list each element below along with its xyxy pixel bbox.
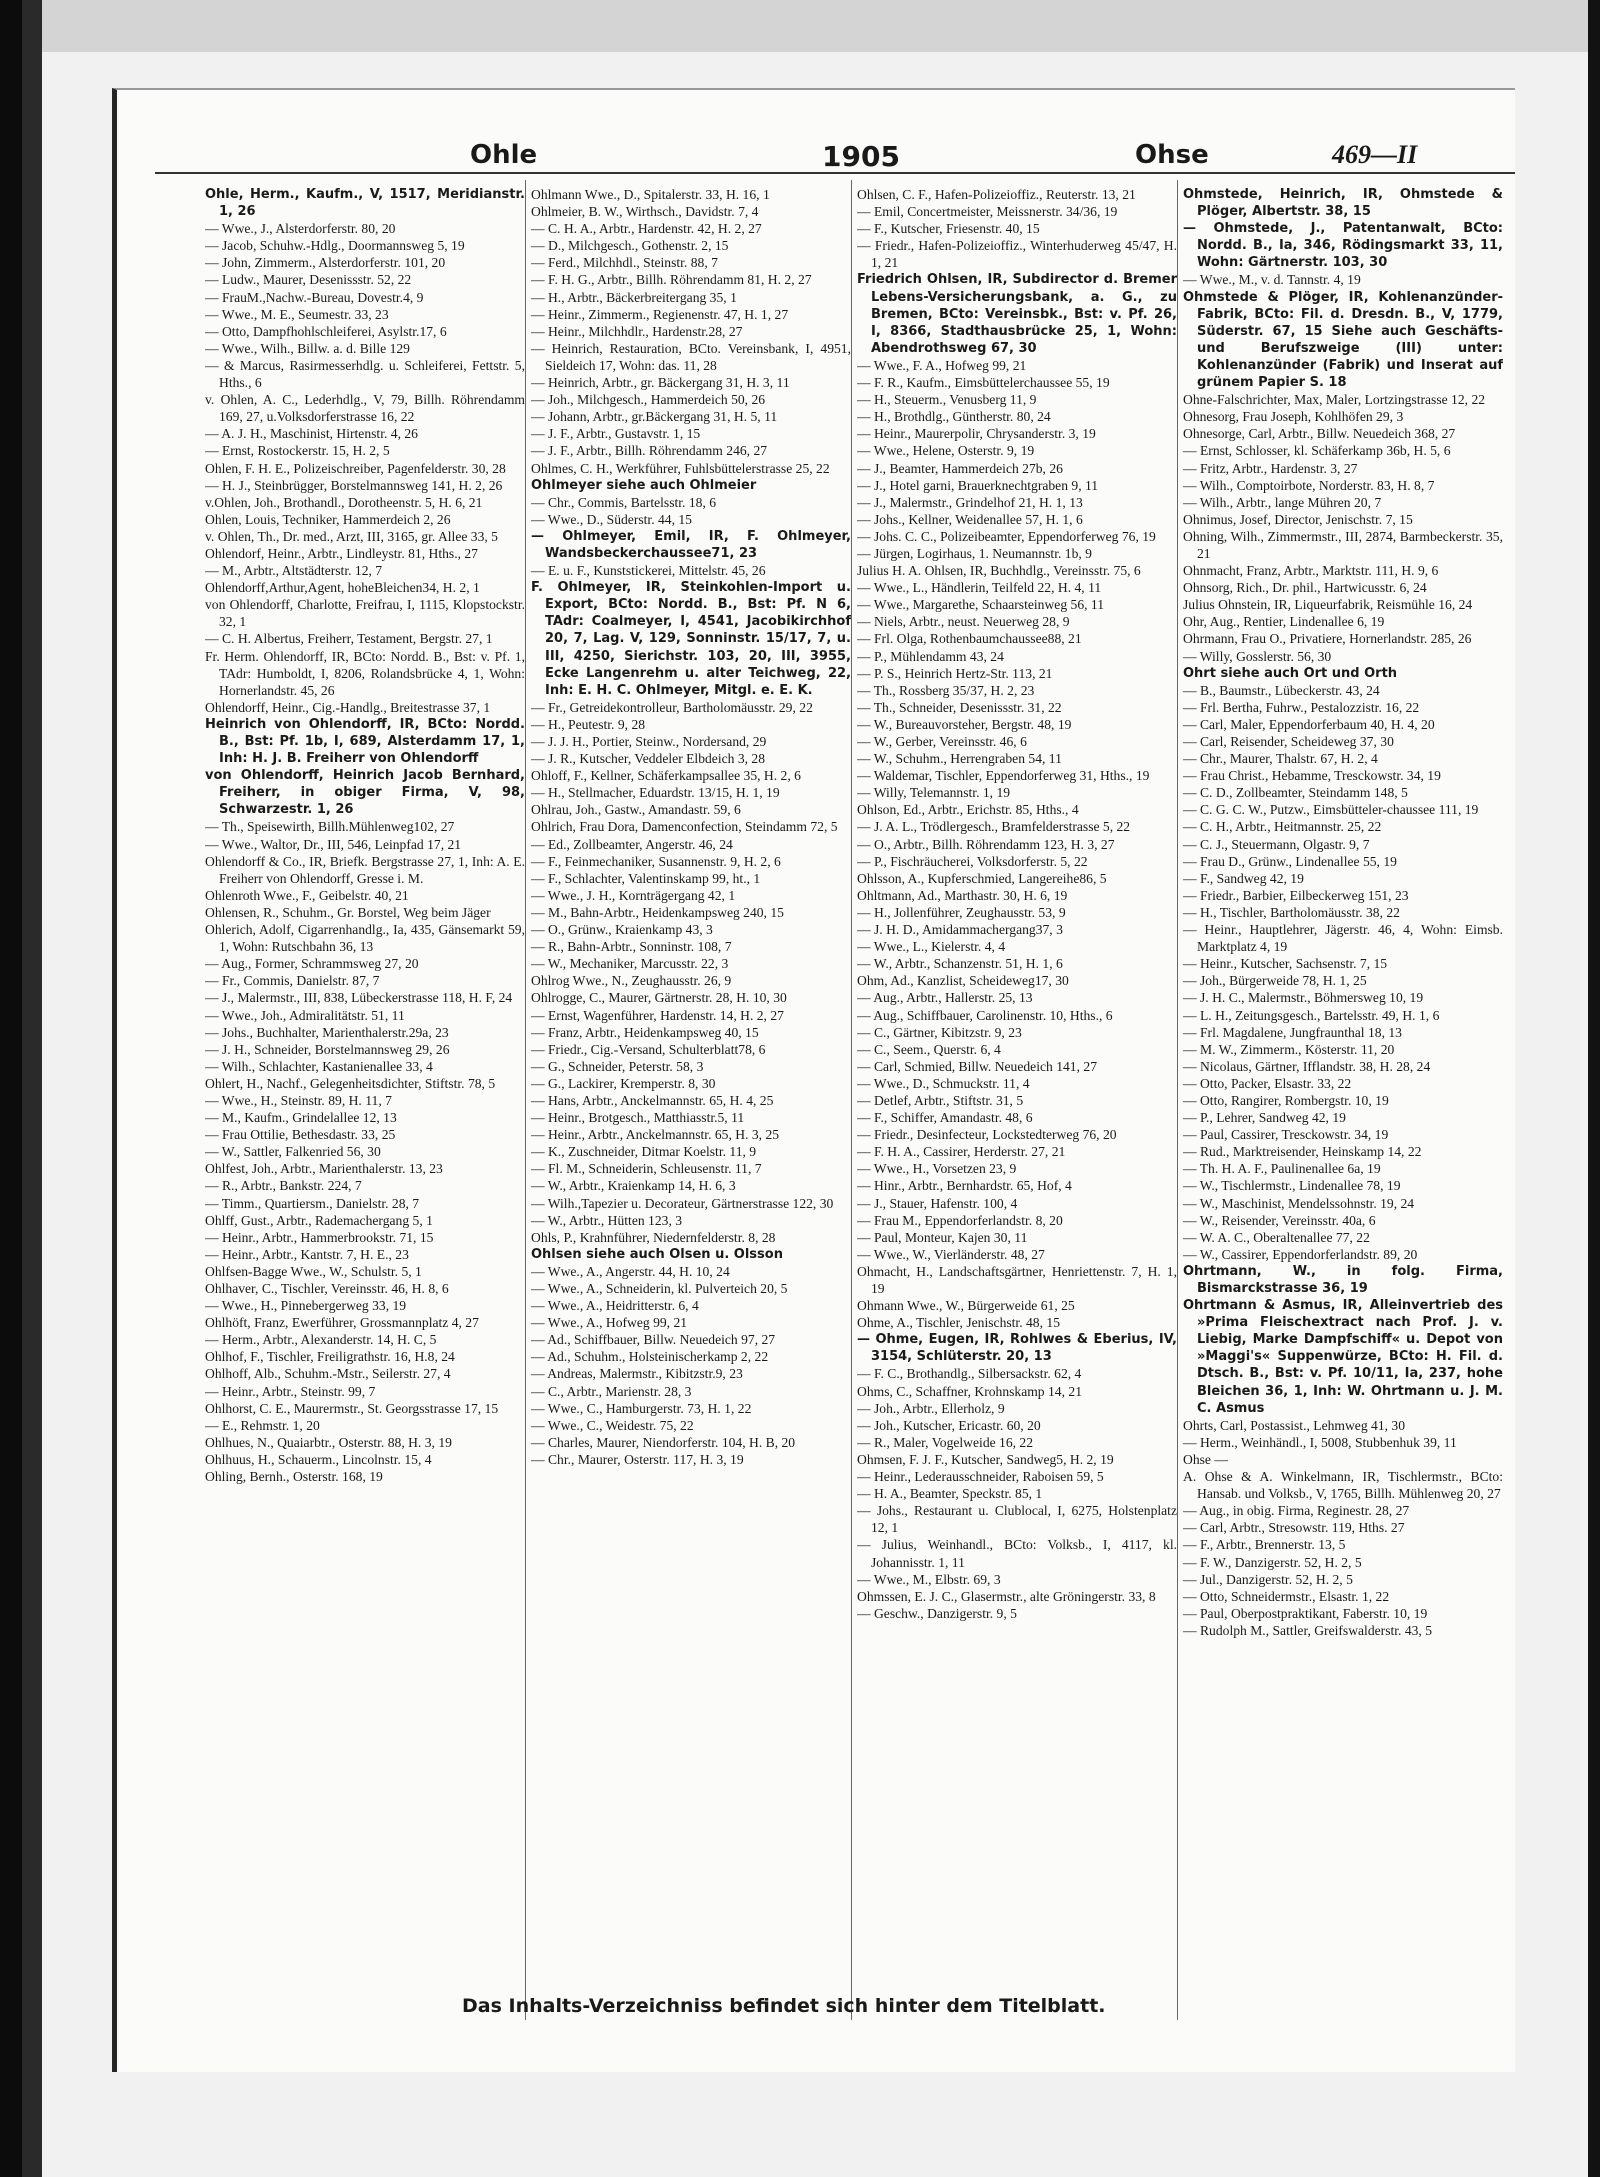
directory-entry: — Ernst, Rostockerstr. 15, H. 2, 5 <box>205 443 390 459</box>
directory-entry: Ohlhöft, Franz, Ewerführer, Grossmannplatz 4, 27 <box>205 1315 479 1331</box>
directory-entry: — W. A. C., Oberaltenallee 77, 22 <box>1183 1229 1370 1245</box>
directory-entry: — Ad., Schiffbauer, Billw. Neuedeich 97, 27 <box>531 1332 776 1348</box>
directory-entry: — P., Mühlendamm 43, 24 <box>857 648 1004 664</box>
directory-entry: Ohning, Wilh., Zimmermstr., III, 2874, Barmbeckerstr. 35, 21 <box>1183 528 1503 561</box>
directory-entry: Ohrts, Carl, Postassist., Lehmweg 41, 30 <box>1183 1417 1406 1433</box>
directory-entry: Ohlendorff,Arthur,Agent, hoheBleichen34, H. 2, 1 <box>205 580 480 596</box>
directory-entry: — Aug., Schiffbauer, Carolinenstr. 10, Hths., 6 <box>857 1007 1113 1023</box>
directory-entry: Fr. Herm. Ohlendorff, IR, BCto: Nordd. B., Bst: v. Pf. 1, TAdr: Humboldt, I, 8206, Rolandsbrücke 4, 1, Wohn: Hornerlandstr. 45, 26 <box>205 648 525 698</box>
directory-entry: — Wwe., A., Hofweg 99, 21 <box>531 1315 688 1331</box>
directory-entry: — Wilh.,Tapezier u. Decorateur, Gärtnerstrasse 122, 30 <box>531 1195 834 1211</box>
directory-entry: Ohmstede & Plöger, IR, Kohlenanzünder-Fabrik, BCto: Fil. d. Dresdn. B., V, 1779, Süderstr. 67, 15 Siehe auch Geschäfts- und Berufszweige (III) unter: Kohlenanzünder (Fabrik) und Inserat auf grünem Papier S. 18 <box>1183 289 1503 391</box>
directory-entry: — C. H. A., Arbtr., Hardenstr. 42, H. 2, 27 <box>531 221 762 237</box>
directory-entry: — Jul., Danzigerstr. 52, H. 2, 5 <box>1183 1571 1353 1587</box>
directory-entry: — Ohme, Eugen, IR, Rohlwes & Eberius, IV, 3154, Schlüterstr. 20, 13 <box>857 1332 1177 1365</box>
directory-entry: — Jacob, Schuhw.-Hdlg., Doormannsweg 5, 19 <box>205 238 465 254</box>
directory-entry: — Wwe., Margarethe, Schaarsteinweg 56, 11 <box>857 597 1105 613</box>
directory-entry: — Friedr., Hafen-Polizeioffiz., Winterhuderweg 45/47, H. 1, 21 <box>857 238 1177 271</box>
directory-entry: Ohlhoff, Alb., Schuhm.-Mstr., Seilerstr. 27, 4 <box>205 1366 451 1382</box>
directory-entry: Ohlmeyer siehe auch Ohlmeier <box>531 477 757 493</box>
directory-entry: — H. A., Beamter, Speckstr. 85, 1 <box>857 1486 1043 1502</box>
directory-entry: — F. H. G., Arbtr., Billh. Röhrendamm 81, H. 2, 27 <box>531 272 812 288</box>
directory-entry: — Heinr., Arbtr., Hammerbrookstr. 71, 15 <box>205 1229 434 1245</box>
directory-entry: — W., Mechaniker, Marcusstr. 22, 3 <box>531 956 729 972</box>
directory-entry: — Johs., Restaurant u. Clublocal, I, 6275, Holstenplatz 12, 1 <box>857 1503 1177 1536</box>
directory-entry: — Heinr., Lederausschneider, Raboisen 59, 5 <box>857 1469 1104 1485</box>
directory-entry: — P., Lehrer, Sandweg 42, 19 <box>1183 1110 1346 1126</box>
directory-entry: — Rud., Marktreisender, Heinskamp 14, 22 <box>1183 1144 1422 1160</box>
directory-entry: — C., Seem., Querstr. 6, 4 <box>857 1041 1001 1057</box>
directory-entry: — Ernst, Wagenführer, Hardenstr. 14, H. 2, 27 <box>531 1007 784 1023</box>
directory-entry: Ohmann Wwe., W., Bürgerweide 61, 25 <box>857 1298 1075 1314</box>
directory-entry: Ohlfsen-Bagge Wwe., W., Schulstr. 5, 1 <box>205 1263 422 1279</box>
directory-entry: — Willy, Telemannstr. 1, 19 <box>857 785 1011 801</box>
directory-entry: — Rudolph M., Sattler, Greifswalderstr. 43, 5 <box>1183 1622 1433 1638</box>
directory-entry: — Chr., Maurer, Thalstr. 67, H. 2, 4 <box>1183 751 1378 767</box>
directory-entry: — J. H., Schneider, Borstelmannsweg 29, 26 <box>205 1041 450 1057</box>
directory-entry: Ohr, Aug., Rentier, Lindenallee 6, 19 <box>1183 614 1385 630</box>
directory-entry: — H., Peutestr. 9, 28 <box>531 716 646 732</box>
directory-entry: Ohlendorff & Co., IR, Briefk. Bergstrasse 27, 1, Inh: A. E. Freiherr von Ohlendorff, Gresse i. M. <box>205 853 525 886</box>
directory-entry: Julius Ohnstein, IR, Liqueurfabrik, Reismühle 16, 24 <box>1183 597 1473 613</box>
directory-entry: Ohlmeier, B. W., Wirthsch., Davidstr. 7, 4 <box>531 204 759 220</box>
directory-entry: — R., Bahn-Arbtr., Sonninstr. 108, 7 <box>531 939 732 955</box>
directory-entry: Friedrich Ohlsen, IR, Subdirector d. Bremer Lebens-Versicherungsbank, a. G., zu Bremen, BCto: Vereinsbk., Bst: v. Pf. 26, I, 8366, Stadthausbrücke 25, 1, Wohn: Abendrothsweg 67, 30 <box>857 272 1177 356</box>
directory-entry: — E., Rehmstr. 1, 20 <box>205 1417 320 1433</box>
directory-entry: — J., Malermstr., III, 838, Lübeckerstrasse 118, H. F, 24 <box>205 990 513 1006</box>
directory-entry: — Wwe., F. A., Hofweg 99, 21 <box>857 357 1027 373</box>
directory-entry: — Heinr., Maurerpolir, Chrysanderstr. 3, 19 <box>857 426 1096 442</box>
directory-entry: — O., Grünw., Kraienkamp 43, 3 <box>531 922 713 938</box>
directory-entry: — Wwe., M., v. d. Tannstr. 4, 19 <box>1183 272 1361 288</box>
directory-entry: — Joh., Kutscher, Ericastr. 60, 20 <box>857 1417 1041 1433</box>
directory-entry: F. Ohlmeyer, IR, Steinkohlen-Import u. Export, BCto: Nordd. B., Bst: Pf. N 6, TAdr: Coalmeyer, I, 4541, Jacobikirchhof 20, 7, Lag. V, 129, Sonninstr. 15/17, 7, u. III, 4250, Sierichstr. 103, 20, III, 3955, Ecke Langenrehm u. alter Teichweg, 22, Inh: E. H. C. Ohlmeyer, Mitgl. e. E. K. <box>531 580 851 698</box>
directory-entry: — Jürgen, Logirhaus, 1. Neumannstr. 1b, 9 <box>857 545 1092 561</box>
directory-entry: — Wwe., A., Angerstr. 44, H. 10, 24 <box>531 1263 730 1279</box>
directory-entry: — Fritz, Arbtr., Hardenstr. 3, 27 <box>1183 460 1358 476</box>
directory-entry: Ohnimus, Josef, Director, Jenischstr. 7, 15 <box>1183 511 1413 527</box>
directory-entry: — Wwe., H., Vorsetzen 23, 9 <box>857 1161 1017 1177</box>
directory-entry: — F. W., Danzigerstr. 52, H. 2, 5 <box>1183 1554 1362 1570</box>
directory-entry: — W., Cassirer, Eppendorferlandstr. 89, 20 <box>1183 1246 1418 1262</box>
directory-entry: — Detlef, Arbtr., Stiftstr. 31, 5 <box>857 1092 1024 1108</box>
column-4 <box>1183 186 1503 1639</box>
directory-entry: — Th., Schneider, Desenissstr. 31, 22 <box>857 699 1062 715</box>
directory-entry: — H., Steuerm., Venusberg 11, 9 <box>857 392 1037 408</box>
directory-entry: von Ohlendorff, Charlotte, Freifrau, I, 1115, Klopstockstr. 32, 1 <box>205 597 525 630</box>
directory-entry: v.Ohlen, Joh., Brothandl., Dorotheenstr. 5, H. 6, 21 <box>205 494 483 510</box>
directory-entry: — Wwe., Joh., Admiralitätstr. 51, 11 <box>205 1007 405 1023</box>
directory-entry: — Hans, Arbtr., Anckelmannstr. 65, H. 4, 25 <box>531 1092 774 1108</box>
directory-entry: Ohnesorge, Carl, Arbtr., Billw. Neuedeich 368, 27 <box>1183 426 1456 442</box>
directory-entry: Ohlmann Wwe., D., Spitalerstr. 33, H. 16, 1 <box>531 187 770 202</box>
directory-entry: Ohlert, H., Nachf., Gelegenheitsdichter, Stiftstr. 78, 5 <box>205 1075 496 1091</box>
directory-entry: — Wwe., A., Schneiderin, kl. Pulverteich 20, 5 <box>531 1281 788 1296</box>
directory-entry: — Carl, Arbtr., Stresowstr. 119, Hths. 27 <box>1183 1520 1405 1536</box>
directory-entry: — W., Arbtr., Hütten 123, 3 <box>531 1212 683 1228</box>
directory-entry: — Wwe., J. H., Kornträgergang 42, 1 <box>531 887 736 903</box>
directory-entry: — L. H., Zeitungsgesch., Bartelsstr. 49, H. 1, 6 <box>1183 1007 1440 1023</box>
directory-entry: — Wwe., H., Pinnebergerweg 33, 19 <box>205 1298 407 1314</box>
directory-entry: Ohrt siehe auch Ort und Orth <box>1183 665 1398 681</box>
directory-entry: — W., Gerber, Vereinsstr. 46, 6 <box>857 734 1027 749</box>
directory-entry: — Chr., Commis, Bartelsstr. 18, 6 <box>531 494 717 510</box>
directory-entry: — Wwe., A., Heidritterstr. 6, 4 <box>531 1298 699 1314</box>
directory-entry: — Wwe., M. E., Seumestr. 33, 23 <box>205 306 389 322</box>
directory-entry: — Wwe., Waltor, Dr., III, 546, Leinpfad 17, 21 <box>205 836 462 852</box>
directory-entry: Ohlrog Wwe., N., Zeughausstr. 26, 9 <box>531 973 732 989</box>
directory-entry: Ohme, A., Tischler, Jenischstr. 48, 15 <box>857 1315 1060 1331</box>
directory-entry: — H., Stellmacher, Eduardstr. 13/15, H. 1, 19 <box>531 785 780 801</box>
column-divider <box>1177 180 1178 2020</box>
directory-entry: — Fr., Getreidekontrolleur, Bartholomäusstr. 29, 22 <box>531 699 813 715</box>
directory-entry: — Carl, Maler, Eppendorferbaum 40, H. 4, 20 <box>1183 716 1435 732</box>
directory-entry: — Aug., in obig. Firma, Reginestr. 28, 27 <box>1183 1503 1410 1519</box>
scan-margin <box>42 0 1588 52</box>
directory-entry: Ohlsen, C. F., Hafen-Polizeioffiz., Reuterstr. 13, 21 <box>857 187 1136 202</box>
directory-entry: — M., Arbtr., Altstädterstr. 12, 7 <box>205 563 383 579</box>
directory-entry: Ohnesorg, Frau Joseph, Kohlhöfen 29, 3 <box>1183 409 1404 425</box>
directory-entry: — J., Malermstr., Grindelhof 21, H. 1, 13 <box>857 494 1083 510</box>
directory-page <box>112 88 1515 2072</box>
directory-entry: Ohlerich, Adolf, Cigarrenhandlg., Ia, 435, Gänsemarkt 59, 1, Wohn: Rutschbahn 36, 13 <box>205 922 525 955</box>
directory-entry: — Wwe., D., Schmuckstr. 11, 4 <box>857 1075 1030 1091</box>
directory-entry: — A. J. H., Maschinist, Hirtenstr. 4, 26 <box>205 426 418 442</box>
directory-entry: — Hinr., Arbtr., Bernhardstr. 65, Hof, 4 <box>857 1178 1072 1194</box>
directory-entry: Ohling, Bernh., Osterstr. 168, 19 <box>205 1469 383 1485</box>
directory-entry: Ohlfest, Joh., Arbtr., Marienthalerstr. 13, 23 <box>205 1161 443 1177</box>
directory-entry: — Fl. M., Schneiderin, Schleusenstr. 11, 7 <box>531 1161 762 1177</box>
directory-entry: — Johann, Arbtr., gr.Bäckergang 31, H. 5, 11 <box>531 409 778 425</box>
directory-entry: — Julius, Weinhandl., BCto: Volksb., I, 4117, kl. Johannisstr. 1, 11 <box>857 1537 1177 1570</box>
directory-entry: — Wilh., Arbtr., lange Mühren 20, 7 <box>1183 494 1382 510</box>
directory-entry: — Paul, Cassirer, Tresckowstr. 34, 19 <box>1183 1127 1389 1143</box>
directory-entry: — Wwe., L., Kielerstr. 4, 4 <box>857 939 1006 955</box>
directory-entry: Ohne-Falschrichter, Max, Maler, Lortzingstrasse 12, 22 <box>1183 392 1486 408</box>
directory-entry: — Chr., Maurer, Osterstr. 117, H. 3, 19 <box>531 1451 744 1467</box>
directory-entry: Ohrtmann & Asmus, IR, Alleinvertrieb des »Prima Fleischextract nach Prof. J. v. Liebig, Marke Dampfschiff« u. Depot von »Maggi's« Suppenwürze, BCto: H. Fil. d. Dtsch. B., Bst: v. Pf. 10/11, Ia, 237, hohe Bleichen 36, 1, Inh: W. Ohrtmann u. J. M. C. Asmus <box>1183 1298 1503 1416</box>
directory-entry: — J. J. H., Portier, Steinw., Nordersand, 29 <box>531 734 767 749</box>
directory-entry: Ohlhaver, C., Tischler, Vereinsstr. 46, H. 8, 6 <box>205 1281 449 1296</box>
directory-entry: — Wilh., Schlachter, Kastanienallee 33, 4 <box>205 1058 433 1074</box>
directory-entry: — F., Arbtr., Brennerstr. 13, 5 <box>1183 1537 1346 1553</box>
directory-entry: Ohse — <box>1183 1451 1228 1467</box>
directory-entry: — F., Feinmechaniker, Susannenstr. 9, H. 2, 6 <box>531 853 781 869</box>
directory-entry: — H., Arbtr., Bäckerbreitergang 35, 1 <box>531 289 737 305</box>
column-divider <box>525 180 526 2020</box>
directory-entry: — G., Lackirer, Kremperstr. 8, 30 <box>531 1075 716 1091</box>
directory-entry: — Wwe., J., Alsterdorferstr. 80, 20 <box>205 221 396 237</box>
directory-entry: — Emil, Concertmeister, Meissnerstr. 34/36, 19 <box>857 204 1118 220</box>
directory-entry: — W., Arbtr., Kraienkamp 14, H. 6, 3 <box>531 1178 736 1194</box>
directory-entry: — Herm., Arbtr., Alexanderstr. 14, H. C, 5 <box>205 1332 437 1348</box>
directory-entry: Ohlmes, C. H., Werkführer, Fuhlsbüttelerstrasse 25, 22 <box>531 460 830 476</box>
directory-entry: — Frl. Magdalene, Jungfraunthal 18, 13 <box>1183 1024 1402 1040</box>
directory-entry: — Otto, Schneidermstr., Elsastr. 1, 22 <box>1183 1588 1390 1604</box>
directory-entry: — Ernst, Schlosser, kl. Schäferkamp 36b, H. 5, 6 <box>1183 443 1451 459</box>
column-3 <box>857 186 1177 1622</box>
directory-entry: — H., Jollenführer, Zeughausstr. 53, 9 <box>857 904 1066 920</box>
directory-entry: — Johs., Buchhalter, Marienthalerstr.29a, 23 <box>205 1024 449 1040</box>
column-2 <box>531 186 851 1468</box>
directory-entry: — Frau Ottilie, Bethesdastr. 33, 25 <box>205 1127 396 1143</box>
directory-entry: — C. G. C. W., Putzw., Eimsbütteler-chaussee 111, 19 <box>1183 802 1479 818</box>
directory-entry: Ohlrogge, C., Maurer, Gärtnerstr. 28, H. 10, 30 <box>531 990 787 1006</box>
directory-entry: — Friedr., Barbier, Eilbeckerweg 151, 23 <box>1183 887 1409 903</box>
directory-entry: Ohls, P., Krahnführer, Niedernfelderstr. 8, 28 <box>531 1229 776 1245</box>
directory-entry: Ohlenroth Wwe., F., Geibelstr. 40, 21 <box>205 887 409 903</box>
directory-entry: — Paul, Monteur, Kajen 30, 11 <box>857 1229 1028 1245</box>
directory-entry: — W., Sattler, Falkenried 56, 30 <box>205 1144 381 1160</box>
directory-entry: — Wwe., M., Elbstr. 69, 3 <box>857 1571 1001 1587</box>
directory-entry: Ohlhues, N., Quaiarbtr., Osterstr. 88, H. 3, 19 <box>205 1434 452 1450</box>
directory-entry: — John, Zimmerm., Alsterdorferstr. 101, 20 <box>205 255 446 271</box>
directory-entry: — J. F., Arbtr., Billh. Röhrendamm 246, 27 <box>531 443 768 459</box>
directory-entry: — J. A. L., Trödlergesch., Bramfelderstrasse 5, 22 <box>857 819 1131 835</box>
directory-entry: — Heinr., Hauptlehrer, Jägerstr. 46, 4, Wohn: Eimsb. Marktplatz 4, 19 <box>1183 922 1503 955</box>
directory-entry: — Ferd., Milchhdl., Steinstr. 88, 7 <box>531 255 718 271</box>
page-number: 469—II <box>1332 140 1418 169</box>
directory-entry: Ohms, C., Schaffner, Krohnskamp 14, 21 <box>857 1383 1082 1399</box>
directory-entry: Ohmacht, H., Landschaftsgärtner, Henriettenstr. 7, H. 1, 19 <box>857 1263 1177 1296</box>
directory-entry: — Heinrich, Arbtr., gr. Bäckergang 31, H. 3, 11 <box>531 375 790 391</box>
directory-entry: Ohlendorff, Heinr., Cig.-Handlg., Breitestrasse 37, 1 <box>205 699 491 715</box>
directory-entry: — C. H. Albertus, Freiherr, Testament, Bergstr. 27, 1 <box>205 631 493 647</box>
directory-entry: Ohlen, F. H. E., Polizeischreiber, Pagenfelderstr. 30, 28 <box>205 460 506 476</box>
directory-entry: Ohlff, Gust., Arbtr., Rademachergang 5, 1 <box>205 1212 433 1228</box>
directory-entry: — W., Arbtr., Schanzenstr. 51, H. 1, 6 <box>857 956 1063 972</box>
directory-entry: — H. J., Steinbrügger, Borstelmannsweg 141, H. 2, 26 <box>205 477 503 493</box>
directory-entry: — M., Kaufm., Grindelallee 12, 13 <box>205 1110 397 1126</box>
directory-entry: Ohlen, Louis, Techniker, Hammerdeich 2, 26 <box>205 511 451 527</box>
directory-entry: — Ed., Zollbeamter, Angerstr. 46, 24 <box>531 836 733 852</box>
directory-entry: — FrauM.,Nachw.-Bureau, Dovestr.4, 9 <box>205 289 424 305</box>
directory-entry: — Waldemar, Tischler, Eppendorferweg 31, Hths., 19 <box>857 768 1150 784</box>
directory-entry: — Frl. Olga, Rothenbaumchaussee88, 21 <box>857 631 1082 647</box>
directory-entry: Ohle, Herm., Kaufm., V, 1517, Meridianstr. 1, 26 <box>205 187 525 220</box>
directory-entry: — Frau D., Grünw., Lindenallee 55, 19 <box>1183 853 1397 869</box>
header-left-word: Ohle <box>470 140 538 170</box>
directory-entry: A. Ohse & A. Winkelmann, IR, Tischlermstr., BCto: Hansab. und Volksb., V, 1765, Billh. Mühlenweg 20, 27 <box>1183 1469 1503 1502</box>
directory-entry: — C. H., Arbtr., Heitmannstr. 25, 22 <box>1183 819 1382 835</box>
directory-entry: — Frau M., Eppendorferlandstr. 8, 20 <box>857 1212 1063 1228</box>
directory-entry: — Geschw., Danzigerstr. 9, 5 <box>857 1605 1017 1621</box>
directory-entry: — Wwe., D., Süderstr. 44, 15 <box>531 511 692 527</box>
directory-entry: — Niels, Arbtr., neust. Neuerweg 28, 9 <box>857 614 1070 630</box>
directory-entry: Ohlhuus, H., Schauerm., Lincolnstr. 15, 4 <box>205 1451 432 1467</box>
directory-entry: Ohltmann, Ad., Marthastr. 30, H. 6, 19 <box>857 887 1068 903</box>
directory-entry: — Heinr., Brotgesch., Matthiasstr.5, 11 <box>531 1110 745 1126</box>
directory-entry: — Heinr., Arbtr., Steinstr. 99, 7 <box>205 1383 376 1399</box>
directory-entry: — F. C., Brothandlg., Silbersackstr. 62, 4 <box>857 1366 1082 1382</box>
binding-shadow <box>22 0 42 2177</box>
directory-entry: — Johs., Kellner, Weidenallee 57, H. 1, 6 <box>857 511 1083 527</box>
directory-entry: — Aug., Former, Schrammsweg 27, 20 <box>205 956 419 972</box>
directory-entry: — Ohmstede, J., Patentanwalt, BCto: Nordd. B., Ia, 346, Rödingsmarkt 33, 11, Wohn: Gärtnerstr. 103, 30 <box>1183 221 1503 271</box>
directory-entry: — Wwe., H., Steinstr. 89, H. 11, 7 <box>205 1092 392 1108</box>
directory-entry: — J., Stauer, Hafenstr. 100, 4 <box>857 1195 1018 1211</box>
directory-entry: — R., Arbtr., Bankstr. 224, 7 <box>205 1178 362 1194</box>
header-rule <box>155 172 1515 174</box>
directory-entry: — F. R., Kaufm., Eimsbüttelerchaussee 55, 19 <box>857 375 1110 391</box>
page-header <box>117 140 1515 174</box>
directory-entry: — Th., Speisewirth, Billh.Mühlenweg102, 27 <box>205 819 455 835</box>
directory-entry: — Willy, Gosslerstr. 56, 30 <box>1183 648 1332 664</box>
directory-entry: — Heinr., Kutscher, Sachsenstr. 7, 15 <box>1183 956 1388 972</box>
directory-entry: — Nicolaus, Gärtner, Ifflandstr. 38, H. 28, 24 <box>1183 1058 1431 1074</box>
directory-entry: — Franz, Arbtr., Heidenkampsweg 40, 15 <box>531 1024 759 1040</box>
directory-entry: Ohlsen siehe auch Olsen u. Olsson <box>531 1246 783 1262</box>
directory-entry: — Wwe., Helene, Osterstr. 9, 19 <box>857 443 1035 459</box>
directory-entry: Julius H. A. Ohlsen, IR, Buchhdlg., Vereinsstr. 75, 6 <box>857 563 1141 579</box>
directory-entry: Ohm, Ad., Kanzlist, Scheideweg17, 30 <box>857 973 1069 989</box>
directory-entry: — Joh., Arbtr., Ellerholz, 9 <box>857 1400 1005 1416</box>
directory-entry: — F., Schiffer, Amandastr. 48, 6 <box>857 1110 1033 1126</box>
directory-entry: — O., Arbtr., Billh. Röhrendamm 123, H. 3, 27 <box>857 836 1115 852</box>
directory-entry: — K., Zuschneider, Ditmar Koelstr. 11, 9 <box>531 1144 757 1160</box>
directory-entry: — Heinr., Arbtr., Anckelmannstr. 65, H. 3, 25 <box>531 1127 780 1143</box>
directory-entry: — E. u. F., Kunststickerei, Mittelstr. 45, 26 <box>531 563 766 579</box>
directory-entry: — W., Tischlermstr., Lindenallee 78, 19 <box>1183 1178 1401 1194</box>
directory-entry: Ohlendorf, Heinr., Arbtr., Lindleystr. 81, Hths., 27 <box>205 545 478 561</box>
directory-entry: — Otto, Packer, Elsastr. 33, 22 <box>1183 1075 1352 1091</box>
directory-entry: — M. W., Zimmerm., Kösterstr. 11, 20 <box>1183 1041 1395 1057</box>
directory-entry: Ohmstede, Heinrich, IR, Ohmstede & Plöger, Albertstr. 38, 15 <box>1183 187 1503 220</box>
book-binding <box>0 0 22 2177</box>
column-1 <box>205 186 525 1485</box>
directory-entry: — F., Sandweg 42, 19 <box>1183 870 1304 886</box>
directory-entry: — Th. H. A. F., Paulinenallee 6a, 19 <box>1183 1161 1381 1177</box>
directory-entry: Ohnmacht, Franz, Arbtr., Marktstr. 111, H. 9, 6 <box>1183 563 1439 579</box>
scan-edge <box>1588 0 1600 2177</box>
directory-entry: — W., Maschinist, Mendelssohnstr. 19, 24 <box>1183 1195 1415 1211</box>
directory-entry: — Heinrich, Restauration, BCto. Vereinsbank, I, 4951, Sieldeich 17, Wohn: das. 11, 28 <box>531 340 851 373</box>
directory-entry: Ohlhof, F., Tischler, Freiligrathstr. 16, H.8, 24 <box>205 1349 455 1365</box>
directory-entry: — C. J., Steuermann, Olgastr. 9, 7 <box>1183 836 1370 852</box>
directory-entry: — J. R., Kutscher, Veddeler Elbdeich 3, 28 <box>531 751 766 767</box>
directory-entry: Ohmsen, F. J. F., Kutscher, Sandweg5, H. 2, 19 <box>857 1451 1114 1467</box>
column-divider <box>851 180 852 2020</box>
directory-entry: — Frau Christ., Hebamme, Tresckowstr. 34, 19 <box>1183 768 1441 784</box>
directory-entry: — M., Bahn-Arbtr., Heidenkampsweg 240, 15 <box>531 904 784 920</box>
directory-entry: — J. F., Arbtr., Gustavstr. 1, 15 <box>531 426 701 442</box>
directory-entry: — Paul, Oberpostpraktikant, Faberstr. 10, 19 <box>1183 1605 1428 1621</box>
header-year: 1905 <box>822 140 900 173</box>
directory-entry: — J. H. C., Malermstr., Böhmersweg 10, 19 <box>1183 990 1424 1006</box>
directory-entry: von Ohlendorff, Heinrich Jacob Bernhard, Freiherr, in obiger Firma, V, 98, Schwarzestr. 1, 26 <box>205 768 525 818</box>
directory-entry: — G., Schneider, Peterstr. 58, 3 <box>531 1058 704 1074</box>
directory-entry: Ohlson, Ed., Arbtr., Erichstr. 85, Hths., 4 <box>857 802 1079 818</box>
directory-entry: — C. D., Zollbeamter, Steindamm 148, 5 <box>1183 785 1408 801</box>
directory-entry: — Fr., Commis, Danielstr. 87, 7 <box>205 973 380 989</box>
directory-entry: — Andreas, Malermstr., Kibitzstr.9, 23 <box>531 1366 743 1382</box>
directory-entry: — Heinr., Zimmerm., Regienenstr. 47, H. 1, 27 <box>531 306 789 322</box>
index-notice: Das Inhalts-Verzeichniss befindet sich hinter dem Titelblatt. <box>462 1995 1106 2017</box>
directory-entry: Ohlrau, Joh., Gastw., Amandastr. 59, 6 <box>531 802 741 818</box>
directory-entry: — Carl, Reisender, Scheideweg 37, 30 <box>1183 734 1394 749</box>
directory-entry: — Timm., Quartiersm., Danielstr. 28, 7 <box>205 1195 420 1211</box>
directory-entry: — H., Tischler, Bartholomäusstr. 38, 22 <box>1183 904 1400 920</box>
directory-entry: — B., Baumstr., Lübeckerstr. 43, 24 <box>1183 682 1380 698</box>
directory-entry: — C., Gärtner, Kibitzstr. 9, 23 <box>857 1024 1022 1040</box>
directory-entry: Heinrich von Ohlendorff, IR, BCto: Nordd. B., Bst: Pf. 1b, I, 689, Alsterdamm 17, 1, Inh: H. J. B. Freiherr von Ohlendorff <box>205 716 525 767</box>
directory-entry: — W., Bureauvorsteher, Bergstr. 48, 19 <box>857 716 1072 732</box>
directory-entry: v. Ohlen, Th., Dr. med., Arzt, III, 3165, gr. Allee 33, 5 <box>205 528 498 544</box>
directory-entry: — Carl, Schmied, Billw. Neuedeich 141, 27 <box>857 1058 1097 1074</box>
directory-entry: — Ludw., Maurer, Desenissstr. 52, 22 <box>205 272 412 288</box>
directory-entry: — Wilh., Comptoirbote, Norderstr. 83, H. 8, 7 <box>1183 477 1435 493</box>
directory-entry: — Ad., Schuhm., Holsteinischerkamp 2, 22 <box>531 1349 769 1365</box>
directory-entry: — Charles, Maurer, Niendorferstr. 104, H. B, 20 <box>531 1434 796 1450</box>
directory-entry: Ohnsorg, Rich., Dr. phil., Hartwicusstr. 6, 24 <box>1183 580 1427 596</box>
directory-entry: — Wwe., Wilh., Billw. a. d. Bille 129 <box>205 340 410 356</box>
directory-entry: — J., Hotel garni, Brauerknechtgraben 9, 11 <box>857 477 1099 493</box>
directory-entry: — W., Schuhm., Herrengraben 54, 11 <box>857 751 1062 767</box>
directory-entry: Ohmssen, E. J. C., Glasermstr., alte Gröningerstr. 33, 8 <box>857 1588 1156 1604</box>
directory-entry: — & Marcus, Rasirmesserhdlg. u. Schleiferei, Fettstr. 5, Hths., 6 <box>205 357 525 391</box>
directory-entry: — Wwe., L., Händlerin, Teilfeld 22, H. 4, 11 <box>857 580 1102 596</box>
directory-entry: — Otto, Dampfhohlschleiferei, Asylstr.17, 6 <box>205 323 447 339</box>
directory-entry: — F. H. A., Cassirer, Herderstr. 27, 21 <box>857 1144 1066 1160</box>
directory-entry: Ohlsson, A., Kupferschmied, Langereihe86, 5 <box>857 870 1107 886</box>
directory-entry: — Th., Rossberg 35/37, H. 2, 23 <box>857 682 1035 698</box>
directory-entry: — D., Milchgesch., Gothenstr. 2, 15 <box>531 238 729 254</box>
directory-entry: — F., Schlachter, Valentinskamp 99, ht., 1 <box>531 870 761 886</box>
directory-entry: — Heinr., Arbtr., Kantstr. 7, H. E., 23 <box>205 1246 409 1262</box>
directory-entry: Ohlrich, Frau Dora, Damenconfection, Steindamm 72, 5 <box>531 819 838 835</box>
directory-entry: — P., Fischräucherei, Volksdorferstr. 5, 22 <box>857 853 1088 869</box>
directory-entry: — R., Maler, Vogelweide 16, 22 <box>857 1434 1034 1450</box>
directory-entry: — W., Reisender, Vereinsstr. 40a, 6 <box>1183 1212 1376 1228</box>
directory-entry: Ohrmann, Frau O., Privatiere, Hornerlandstr. 285, 26 <box>1183 631 1472 647</box>
directory-entry: Ohlhorst, C. E., Maurermstr., St. Georgsstrasse 17, 15 <box>205 1400 499 1416</box>
directory-entry: — Wwe., W., Vierländerstr. 48, 27 <box>857 1246 1045 1262</box>
directory-entry: — F., Kutscher, Friesenstr. 40, 15 <box>857 221 1040 237</box>
directory-entry: — Joh., Bürgerweide 78, H. 1, 25 <box>1183 973 1367 989</box>
header-right-word: Ohse <box>1135 140 1209 170</box>
directory-entry: — Herm., Weinhändl., I, 5008, Stubbenhuk 39, 11 <box>1183 1434 1457 1450</box>
directory-entry: — C., Arbtr., Marienstr. 28, 3 <box>531 1383 692 1399</box>
directory-entry: — Wwe., C., Hamburgerstr. 73, H. 1, 22 <box>531 1400 752 1416</box>
directory-entry: — J., Beamter, Hammerdeich 27b, 26 <box>857 460 1063 476</box>
directory-entry: — P. S., Heinrich Hertz-Str. 113, 21 <box>857 665 1053 681</box>
directory-entry: Ohloff, F., Kellner, Schäferkampsallee 35, H. 2, 6 <box>531 768 801 784</box>
directory-entry: — J. H. D., Amidammachergang37, 3 <box>857 922 1063 938</box>
directory-entry: — Aug., Arbtr., Hallerstr. 25, 13 <box>857 990 1033 1006</box>
directory-entry: — Wwe., C., Weidestr. 75, 22 <box>531 1417 694 1433</box>
directory-entry: Ohlensen, R., Schuhm., Gr. Borstel, Weg beim Jäger <box>205 904 491 920</box>
directory-entry: — Otto, Rangirer, Rombergstr. 10, 19 <box>1183 1092 1389 1108</box>
directory-entry: — Joh., Milchgesch., Hammerdeich 50, 26 <box>531 392 766 408</box>
directory-entry: v. Ohlen, A. C., Lederhdlg., V, 79, Billh. Röhrendamm 169, 27, u.Volksdorferstrasse 16, 22 <box>205 392 525 425</box>
directory-entry: — H., Brothdlg., Güntherstr. 80, 24 <box>857 409 1051 425</box>
directory-entry: — Ohlmeyer, Emil, IR, F. Ohlmeyer, Wandsbeckerchaussee71, 23 <box>531 528 851 561</box>
directory-entry: — Johs. C. C., Polizeibeamter, Eppendorferweg 76, 19 <box>857 528 1156 544</box>
directory-entry: — Heinr., Milchhdlr., Hardenstr.28, 27 <box>531 323 743 339</box>
directory-entry: — Frl. Bertha, Fuhrw., Pestalozzistr. 16, 22 <box>1183 699 1420 715</box>
directory-entry: — Friedr., Cig.-Versand, Schulterblatt78, 6 <box>531 1041 766 1057</box>
directory-entry: — Friedr., Desinfecteur, Lockstedterweg 76, 20 <box>857 1127 1117 1143</box>
directory-entry: Ohrtmann, W., in folg. Firma, Bismarckstrasse 36, 19 <box>1183 1263 1503 1296</box>
